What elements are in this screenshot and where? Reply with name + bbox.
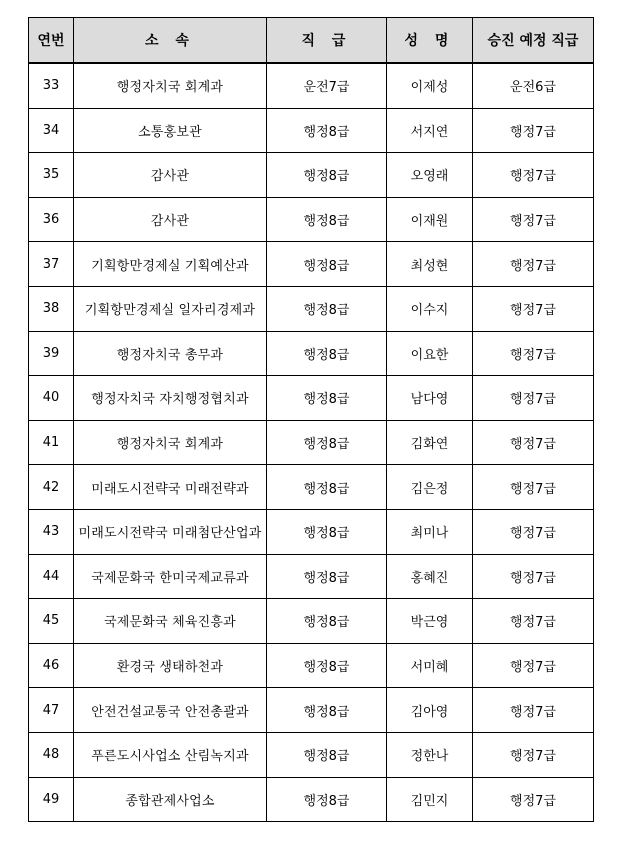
cell-department: 소통홍보관 [74, 108, 267, 153]
table-row [29, 777, 594, 822]
cell-grade: 운전7급 [267, 63, 387, 108]
cell-name: 박근영 [387, 599, 473, 644]
cell-name: 서미혜 [387, 643, 473, 688]
cell-department: 종합관제사업소 [74, 777, 267, 822]
cell-grade: 행정8급 [267, 331, 387, 376]
header-promoted-grade: 승진 예정 직급 [473, 18, 594, 64]
cell-grade: 행정8급 [267, 197, 387, 242]
cell-grade: 행정8급 [267, 554, 387, 599]
cell-serial-number: 33 [29, 63, 74, 108]
cell-department: 행정자치국 자치행정협치과 [74, 376, 267, 421]
cell-name: 최미나 [387, 509, 473, 554]
cell-promoted-grade: 행정7급 [473, 688, 594, 733]
header-department: 소 속 [74, 18, 267, 64]
table-row [29, 554, 594, 599]
cell-grade: 행정8급 [267, 509, 387, 554]
cell-promoted-grade: 행정7급 [473, 599, 594, 644]
cell-promoted-grade: 행정7급 [473, 554, 594, 599]
cell-department: 미래도시전략국 미래전략과 [74, 465, 267, 510]
table-row [29, 732, 594, 777]
cell-name: 김은정 [387, 465, 473, 510]
cell-department: 환경국 생태하천과 [74, 643, 267, 688]
cell-grade: 행정8급 [267, 286, 387, 331]
cell-serial-number: 49 [29, 777, 74, 822]
cell-promoted-grade: 행정7급 [473, 153, 594, 198]
cell-department: 기획항만경제실 일자리경제과 [74, 286, 267, 331]
cell-name: 남다영 [387, 376, 473, 421]
cell-department: 국제문화국 한미국제교류과 [74, 554, 267, 599]
cell-grade: 행정8급 [267, 599, 387, 644]
cell-grade: 행정8급 [267, 777, 387, 822]
cell-serial-number: 48 [29, 732, 74, 777]
cell-name: 이수지 [387, 286, 473, 331]
table-row [29, 242, 594, 287]
cell-department: 푸른도시사업소 산림녹지과 [74, 732, 267, 777]
cell-name: 이재원 [387, 197, 473, 242]
table-row [29, 153, 594, 198]
cell-name: 김아영 [387, 688, 473, 733]
cell-grade: 행정8급 [267, 153, 387, 198]
table-header [29, 18, 594, 64]
cell-promoted-grade: 행정7급 [473, 376, 594, 421]
cell-name: 김민지 [387, 777, 473, 822]
table-row [29, 599, 594, 644]
table-row [29, 465, 594, 510]
cell-promoted-grade: 행정7급 [473, 777, 594, 822]
cell-promoted-grade: 행정7급 [473, 509, 594, 554]
header-row [29, 18, 594, 64]
cell-serial-number: 38 [29, 286, 74, 331]
cell-serial-number: 40 [29, 376, 74, 421]
cell-promoted-grade: 행정7급 [473, 420, 594, 465]
table-row [29, 286, 594, 331]
cell-serial-number: 37 [29, 242, 74, 287]
table-row [29, 643, 594, 688]
table-row [29, 509, 594, 554]
table-row [29, 376, 594, 421]
cell-department: 안전건설교통국 안전총괄과 [74, 688, 267, 733]
cell-grade: 행정8급 [267, 465, 387, 510]
header-name: 성 명 [387, 18, 473, 64]
cell-department: 기획항만경제실 기획예산과 [74, 242, 267, 287]
cell-department: 행정자치국 회계과 [74, 63, 267, 108]
cell-serial-number: 35 [29, 153, 74, 198]
promotion-roster-table [28, 17, 594, 822]
cell-department: 감사관 [74, 197, 267, 242]
table-row [29, 63, 594, 108]
cell-serial-number: 36 [29, 197, 74, 242]
cell-name: 최성현 [387, 242, 473, 287]
cell-serial-number: 41 [29, 420, 74, 465]
cell-promoted-grade: 행정7급 [473, 242, 594, 287]
cell-name: 이제성 [387, 63, 473, 108]
cell-promoted-grade: 행정7급 [473, 197, 594, 242]
cell-serial-number: 44 [29, 554, 74, 599]
header-serial-number: 연번 [29, 18, 74, 64]
cell-promoted-grade: 행정7급 [473, 286, 594, 331]
cell-name: 정한나 [387, 732, 473, 777]
cell-department: 행정자치국 회계과 [74, 420, 267, 465]
cell-grade: 행정8급 [267, 420, 387, 465]
cell-grade: 행정8급 [267, 643, 387, 688]
cell-grade: 행정8급 [267, 108, 387, 153]
cell-promoted-grade: 행정7급 [473, 643, 594, 688]
header-grade: 직 급 [267, 18, 387, 64]
cell-promoted-grade: 행정7급 [473, 465, 594, 510]
table-row [29, 331, 594, 376]
cell-serial-number: 43 [29, 509, 74, 554]
cell-promoted-grade: 행정7급 [473, 732, 594, 777]
cell-name: 김화연 [387, 420, 473, 465]
cell-serial-number: 46 [29, 643, 74, 688]
cell-promoted-grade: 행정7급 [473, 108, 594, 153]
cell-serial-number: 42 [29, 465, 74, 510]
cell-serial-number: 34 [29, 108, 74, 153]
cell-grade: 행정8급 [267, 242, 387, 287]
cell-department: 미래도시전략국 미래첨단산업과 [74, 509, 267, 554]
table-row [29, 688, 594, 733]
cell-grade: 행정8급 [267, 688, 387, 733]
table-body [29, 63, 594, 822]
table-row [29, 420, 594, 465]
cell-department: 감사관 [74, 153, 267, 198]
cell-serial-number: 45 [29, 599, 74, 644]
cell-name: 이요한 [387, 331, 473, 376]
cell-serial-number: 39 [29, 331, 74, 376]
cell-grade: 행정8급 [267, 376, 387, 421]
table-row [29, 108, 594, 153]
cell-grade: 행정8급 [267, 732, 387, 777]
cell-name: 오영래 [387, 153, 473, 198]
cell-department: 행정자치국 총무과 [74, 331, 267, 376]
cell-name: 홍혜진 [387, 554, 473, 599]
cell-name: 서지연 [387, 108, 473, 153]
cell-serial-number: 47 [29, 688, 74, 733]
cell-promoted-grade: 행정7급 [473, 331, 594, 376]
cell-department: 국제문화국 체육진흥과 [74, 599, 267, 644]
table-row [29, 197, 594, 242]
cell-promoted-grade: 운전6급 [473, 63, 594, 108]
